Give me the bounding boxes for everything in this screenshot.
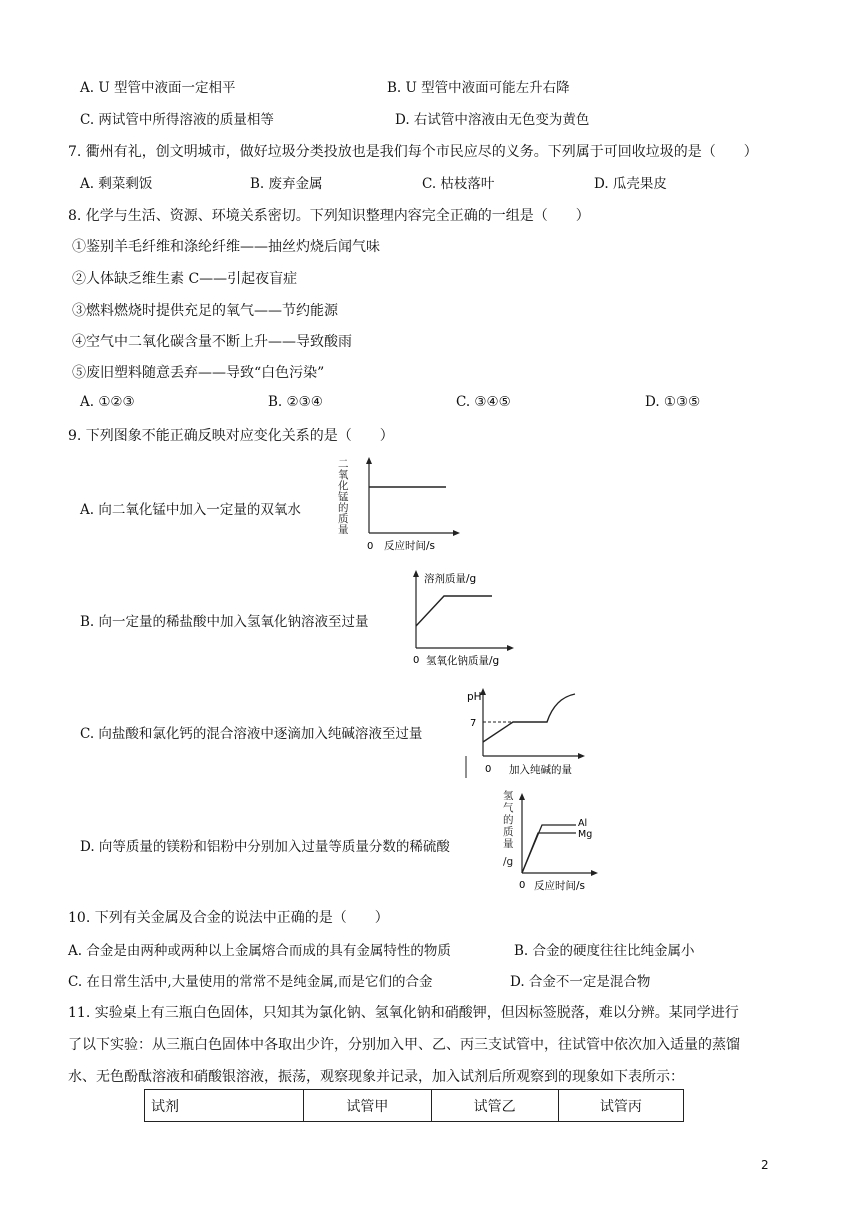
svg-text:锰: 锰 (338, 491, 349, 503)
svg-text:化: 化 (338, 480, 349, 492)
q10-option-a: A. 合金是由两种或两种以上金属熔合而成的具有金属特性的物质 (68, 943, 451, 959)
q6-option-a: A. U 型管中液面一定相平 (80, 80, 236, 96)
graph-d-x-arrow (591, 870, 598, 876)
graph-c-origin: 0 (485, 764, 492, 775)
q7-option-c: C. 枯枝落叶 (422, 176, 495, 192)
svg-text:质: 质 (338, 513, 349, 525)
q9-option-d: D. 向等质量的镁粉和铝粉中分别加入过量等质量分数的稀硫酸 (80, 839, 450, 855)
q8-option-b: B. ②③④ (268, 394, 323, 410)
q8-item-2: ②人体缺乏维生素 C——引起夜盲症 (72, 271, 298, 287)
q8-option-a: A. ①②③ (80, 394, 135, 410)
q9-option-c: C. 向盐酸和氯化钙的混合溶液中逐滴加入纯碱溶液至过量 (80, 726, 423, 742)
graph-b-y-arrow (413, 570, 419, 577)
graph-d-curve-mg (522, 833, 576, 873)
svg-text:/g: /g (503, 856, 514, 868)
q8-stem: 8. 化学与生活、资源、环境关系密切。下列知识整理内容完全正确的一组是（ ） (68, 208, 590, 224)
q7-stem: 7. 衢州有礼，创文明城市，做好垃圾分类投放也是我们每个市民应尽的义务。下列属于可回收垃圾的是（ ） (68, 144, 758, 160)
graph-c-ylabel: pH (467, 691, 482, 703)
page-number: 2 (761, 1158, 769, 1172)
graph-a-ylabel (338, 458, 349, 536)
graph-d-label-mg: Mg (578, 829, 593, 840)
q10-option-d: D. 合金不一定是混合物 (510, 974, 651, 990)
graph-a-origin: 0 (367, 541, 374, 552)
q6-option-b: B. U 型管中液面可能左升右降 (387, 80, 570, 96)
q9-option-b: B. 向一定量的稀盐酸中加入氢氧化钠溶液至过量 (80, 614, 369, 630)
svg-text:质: 质 (503, 826, 514, 838)
graph-d-ylabel (503, 789, 514, 868)
q9-graph-b (406, 566, 518, 670)
graph-d-label-al: Al (578, 818, 588, 829)
graph-b-x-arrow (507, 645, 514, 651)
q9-stem: 9. 下列图象不能正确反映对应变化关系的是（ ） (68, 428, 394, 444)
q8-item-3: ③燃料燃烧时提供充足的氧气——节约能源 (72, 303, 338, 319)
q9-option-a: A. 向二氧化锰中加入一定量的双氧水 (80, 502, 301, 518)
table-header-tube-a: 试管甲 (304, 1090, 431, 1122)
table-header-row (145, 1090, 684, 1122)
q9-graph-d (498, 785, 604, 895)
q10-option-b: B. 合金的硬度往往比纯金属小 (514, 943, 695, 959)
q8-item-5: ⑤废旧塑料随意丢弃——导致“白色污染” (72, 365, 325, 381)
graph-a-x-arrow (453, 530, 460, 536)
svg-text:氢: 氢 (503, 790, 514, 802)
svg-text:气: 气 (503, 802, 514, 814)
svg-text:氧: 氧 (338, 469, 349, 481)
graph-b-origin: 0 (413, 655, 420, 666)
table-header-tube-b: 试管乙 (431, 1090, 558, 1122)
svg-text:二: 二 (338, 458, 349, 470)
q9-graph-c (463, 684, 593, 782)
q7-option-a: A. 剩菜剩饭 (80, 176, 153, 192)
graph-b-ylabel: 溶剂质量/g (424, 573, 477, 585)
svg-text:的: 的 (338, 502, 349, 514)
table-header-reagent: 试剂 (145, 1090, 304, 1122)
q8-option-c: C. ③④⑤ (456, 394, 511, 410)
q8-item-1: ①鉴别羊毛纤维和涤纶纤维——抽丝灼烧后闻气味 (72, 239, 380, 255)
graph-a-xlabel: 反应时间/s (384, 540, 436, 552)
q11-reagent-table (144, 1089, 684, 1122)
graph-d-curve-al (522, 825, 576, 873)
svg-text:量: 量 (503, 838, 514, 850)
svg-text:量: 量 (338, 524, 349, 536)
graph-c-ref-7: 7 (470, 718, 477, 729)
graph-a-y-arrow (366, 457, 372, 464)
graph-d-y-arrow (519, 793, 525, 800)
q7-option-b: B. 废弃金属 (250, 176, 323, 192)
q9-graph-a (336, 455, 466, 555)
q8-option-d: D. ①③⑤ (645, 394, 701, 410)
q6-option-d: D. 右试管中溶液由无色变为黄色 (395, 112, 590, 128)
table-header-tube-c: 试管丙 (558, 1090, 683, 1122)
q7-option-d: D. 瓜壳果皮 (594, 176, 667, 192)
q11-line-3: 水、无色酚酞溶液和硝酸银溶液，振荡，观察现象并记录，加入试剂后所观察到的现象如下表所示： (68, 1069, 684, 1085)
graph-d-origin: 0 (519, 880, 526, 891)
graph-b-curve (416, 596, 492, 626)
graph-c-x-arrow (578, 753, 585, 759)
graph-b-xlabel: 氢氧化钠质量/g (426, 655, 500, 667)
q8-item-4: ④空气中二氧化碳含量不断上升——导致酸雨 (72, 334, 352, 350)
q6-option-c: C. 两试管中所得溶液的质量相等 (80, 112, 274, 128)
graph-c-xlabel: 加入纯碱的量 (509, 764, 572, 776)
svg-text:的: 的 (503, 814, 514, 826)
graph-d-xlabel: 反应时间/s (534, 880, 586, 892)
q10-stem: 10. 下列有关金属及合金的说法中正确的是（ ） (68, 910, 389, 926)
q11-line-1: 11. 实验桌上有三瓶白色固体，只知其为氯化钠、氢氧化钠和硝酸钾，但因标签脱落，难以分辨。某同学进行 (68, 1005, 739, 1021)
q11-line-2: 了以下实验：从三瓶白色固体中各取出少许，分别加入甲、乙、丙三支试管中，往试管中依次加入适量的蒸馏 (68, 1037, 740, 1053)
q10-option-c: C. 在日常生活中,大量使用的常常不是纯金属,而是它们的合金 (68, 974, 433, 990)
graph-c-curve (483, 694, 575, 742)
